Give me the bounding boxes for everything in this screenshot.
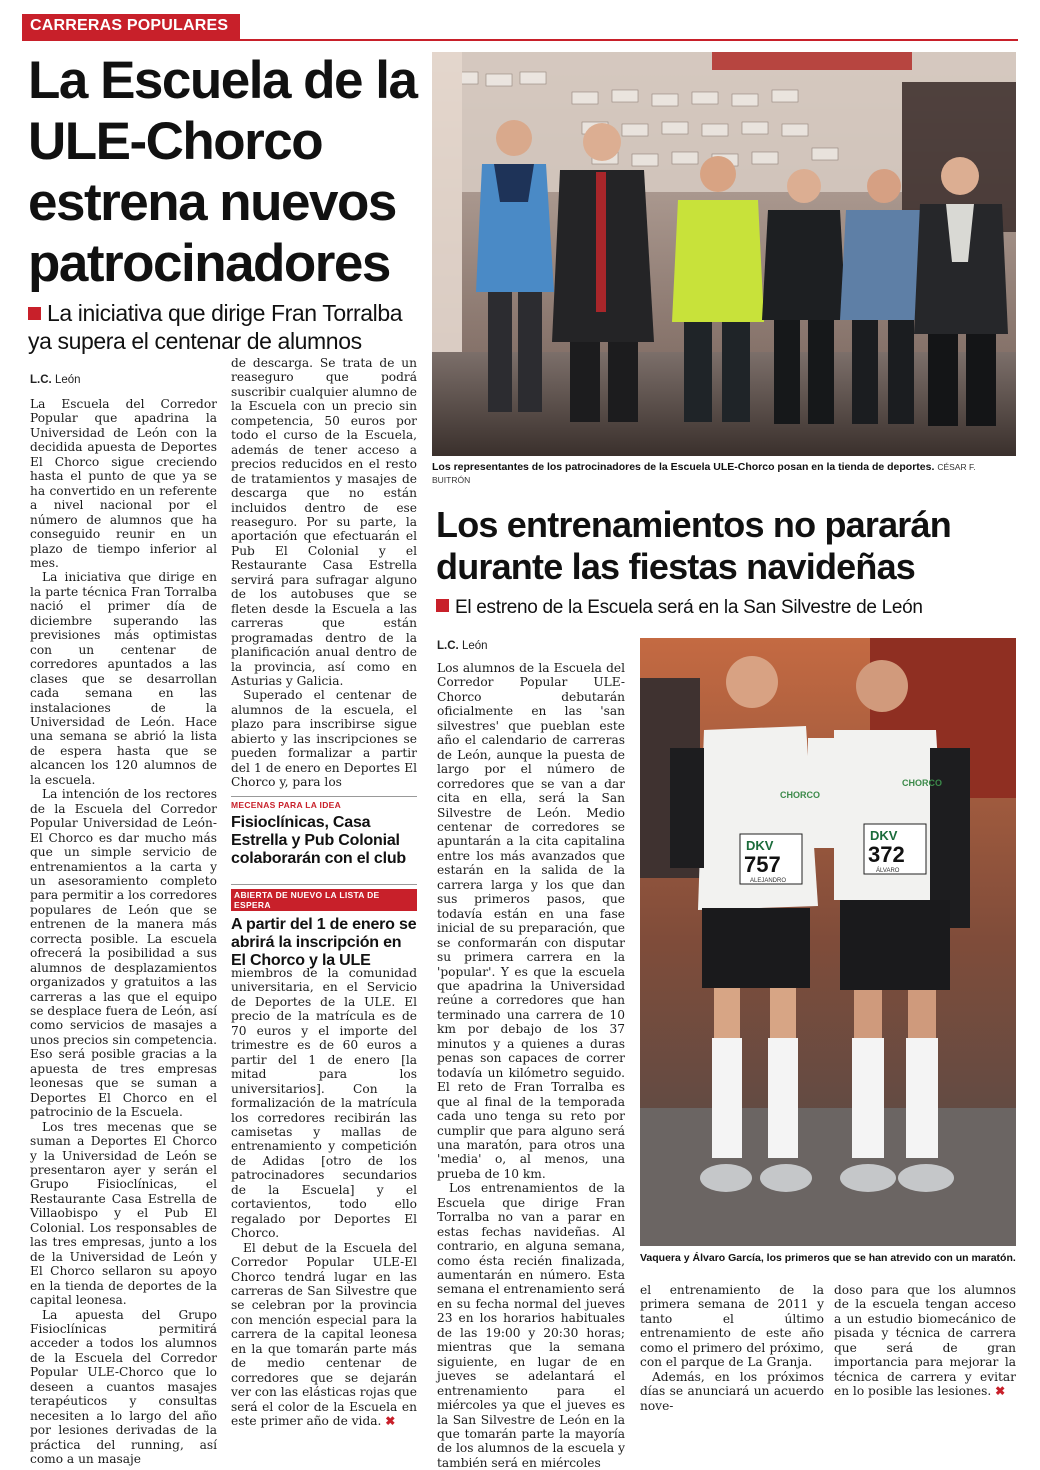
article1-column1 (30, 397, 217, 1467)
box-kicker: ABIERTA DE NUEVO LA LISTA DE ESPERA (231, 889, 417, 911)
paragraph: Los entrenamientos de la Escuela que dirige Fran Torralba no van a parar en estas fechas navideñas. Al contrario, en alguna semana, como ésta recién finalizada, aumentarán en número. Esta semana el entrenamiento será en su fecha normal del jueves 23 en los horarios habituales de las 19:00 y 20:30 horas; mientras que la semana siguiente, en lugar de en jueves se adelantará el entrenamiento para el miércoles ya que el jueves es la San Silvestre de León en la que tomarán parte la mayoría de los alumnos de la escuela y también será en miércoles (437, 1181, 625, 1470)
box-title: Fisioclínicas, Casa Estrella y Pub Colonial colaborarán con el club (231, 814, 407, 867)
main-headline: La Escuela de la ULE-Chorco estrena nuevos patrocinadores (28, 51, 417, 293)
paragraph: Además, en los próximos días se anunciará un acuerdo nove- (640, 1369, 824, 1413)
bib-brand-right: DKV (870, 828, 898, 843)
paragraph: La iniciativa que dirige en la parte técnica Fran Torralba nació el primer día de diciembre superando las previsiones más optimistas con un centenar de corredores apuntados a las clases que se desarrollan cada semana en las instalaciones de la Universidad de León. Hace una semana se abrió la lista de espera hasta que se alcancen los 120 alumnos de la escuela. (30, 570, 217, 787)
article1-column2-top (231, 356, 417, 790)
second-subhead: El estreno de la Escuela será en la San Silvestre de León (436, 596, 1016, 620)
byline-2: L.C. León (437, 640, 488, 652)
section-tag: CARRERAS POPULARES (22, 14, 240, 39)
paragraph: Superado el centenar de alumnos de la escuela, el plazo para inscribirse sigue abierto y las inscripciones se pueden formalizar a partir del 1 de enero en Deportes El Chorco y, para los (231, 688, 417, 790)
runners-photo-image (640, 638, 1016, 1246)
paragraph: La Escuela del Corredor Popular que apadrina la Universidad de León con la decidida apuesta de Deportes El Chorco sigue creciendo hasta el punto de que ya se ha convertido en un referente a nivel nacional por el número de alumnos que ha conseguido reunir en un plazo de tiempo inferior al mes. (30, 397, 217, 570)
runners-photo (640, 638, 1016, 1246)
bib-number-right: 372 (868, 842, 905, 867)
sponsors-photo-image (432, 52, 1016, 456)
byline: L.C. León (30, 374, 81, 386)
box-kicker: MECENAS PARA LA IDEA (231, 796, 417, 810)
article1-column2-bottom (231, 966, 417, 1429)
box-title: A partir del 1 de enero se abrirá la inscripción en El Chorco y la ULE (231, 916, 417, 969)
bullet-square-icon (28, 307, 41, 320)
runners-photo-caption: Vaquera y Álvaro García, los primeros que se han atrevido con un maratón. (640, 1252, 1016, 1264)
paragraph: miembros de la comunidad universitaria, en el Servicio de Deportes de la ULE. El precio de la matrícula es de 70 euros y el importe del trimestre es de 60 euros a partir del 1 de enero [la mitad para los universitarios]. Con la formalización de la matrícula los corredores recibirán las camisetas y mallas de entrenamiento y competición de Adidas [otro de los patrocinadores secundarios de la Escuela] y el cortavientos, todo ello regalado por Deportes El Chorco. (231, 966, 417, 1241)
sidebar-box-sponsors (231, 796, 417, 868)
photo-credit: CÉSAR F. BUITRÓN (432, 462, 976, 485)
paragraph: doso para que los alumnos de la escuela tengan acceso a un estudio biomecánico de pisada y técnica de carrera que será de gran importancia para mejorar la técnica de carrera y evitar en lo posible las lesiones. ✖ (834, 1283, 1016, 1399)
paragraph: el entrenamiento de la primera semana de 2011 y tanto el último entrenamiento de este año como el primero del próximo, con el parque de La Granja. (640, 1283, 824, 1370)
bullet-square-icon (436, 599, 449, 612)
article2-column1 (437, 661, 625, 1470)
article2-column2 (640, 1283, 824, 1413)
bib-name-right: ÁLVARO (876, 868, 900, 874)
main-subhead: La iniciativa que dirige Fran Torralba ya supera el centenar de alumnos (28, 300, 403, 354)
sidebar-box-registration (231, 884, 417, 970)
shirt-text-right: CHORCO (902, 778, 942, 788)
bib-number-left: 757 (744, 852, 781, 877)
section-header (22, 14, 1018, 41)
end-mark-icon: ✖ (385, 1414, 396, 1429)
sponsors-photo-caption: Los representantes de los patrocinadores de la Escuela ULE-Chorco posan en la tienda de deportes. CÉSAR F. BUITRÓN (432, 461, 976, 485)
sponsors-photo (432, 52, 1016, 456)
end-mark-icon: ✖ (995, 1384, 1006, 1399)
second-headline: Los entrenamientos no pararán durante las fiestas navideñas (436, 504, 951, 587)
paragraph: de descarga. Se trata de un reaseguro que podrá suscribir cualquier alumno de la Escuela con un precio sin competencia, 50 euros por todo el curso de la Escuela, además de tener acceso a precios reducidos en el resto de tratamientos y masajes de descarga que no están incluidos dentro de ese reaseguro. Por su parte, la aportación que efectuarán el Pub El Colonial y el Restaurante Casa Estrella servirá para sufragar alguno de los autobuses que se fleten desde la Escuela a las carreras que están programadas dentro de la planificación anual dentro de la provincia, así como en Asturias y Galicia. (231, 356, 417, 688)
paragraph: Los alumnos de la Escuela del Corredor Popular ULE-Chorco debutarán oficialmente en las 'san silvestres' que pueblan este año el calendario de carreras de León, aunque la puesta de largo por el número de corredores que se van a dar cita en ella, será la San Silvestre de León. Medio centenar de corredores se apuntarán a la cita capitalina entre los más avanzados que estarán en la salida de la carrera larga y los que dan sus primeros pasos, que todavía están en una fase inicial de su preparación, que se conformarán con disputar su primera carrera en la 'popular'. Y es que la escuela que apadrina la Universidad reúne a corredores que han terminado una carrera de 10 km por debajo de los 37 minutos y a quienes a duras penas son capaces de correr todavía un kilómetro seguido. El reto de Fran Torralba es que al final de la temporada cada uno tenga su reto por cumplir que para alguno será una maratón, para otros una 'media' o, al menos, una prueba de 10 km. (437, 661, 625, 1181)
paragraph: La apuesta del Grupo Fisioclínicas permitirá acceder a todos los alumnos de la Escuela del Corredor Popular ULE-Chorco que lo deseen a cuantos masajes terapéuticos y consultas necesiten a lo largo del año por lesiones derivadas de la práctica del running, así como a un masaje (30, 1307, 217, 1467)
bib-brand-left: DKV (746, 838, 774, 853)
paragraph: Los tres mecenas que se suman a Deportes El Chorco y la Universidad de León se presentaron ayer y serán el Grupo Fisioclínicas, el Restaurante Casa Estrella de Villaobispo y el Pub El Colonial. Los responsables de las tres empresas, junto a los de la Universidad de León y El Chorco sellaron su apoyo en la tienda de deportes de la capital leonesa. (30, 1119, 217, 1308)
paragraph: La intención de los rectores de la Escuela del Corredor Popular Universidad de León-El Chorco es dar mucho más que un simple servicio de entrenamientos a la carta y un asesoramiento completo para permitir a los corredores populares de León que se entrenen de la manera más correcta posible. La escuela ofrecerá la posibilidad a sus alumnos de desplazamientos organizados y gratuitos a las carreras a las que el equipo se desplace fuera de León, así como servicios de masajes a unos precios sin competencia. Eso será posible gracias a la apuesta de tres empresas leonesas que se suman a Deportes El Chorco en el patrocinio de la Escuela. (30, 787, 217, 1120)
paragraph: El debut de la Escuela del Corredor Popular ULE-El Chorco tendrá lugar en las carreras de San Silvestre que se celebran por la provincia con mención especial para la carrera de la capital leonesa en la que tomarán parte más de medio centenar de corredores que se dejarán ver con las elásticas rojas que será el color de la Escuela en este primer año de vida. ✖ (231, 1240, 417, 1429)
article2-column3 (834, 1283, 1016, 1399)
shirt-text-left: CHORCO (780, 790, 820, 800)
bib-name-left: ALEJANDRO (750, 878, 787, 884)
